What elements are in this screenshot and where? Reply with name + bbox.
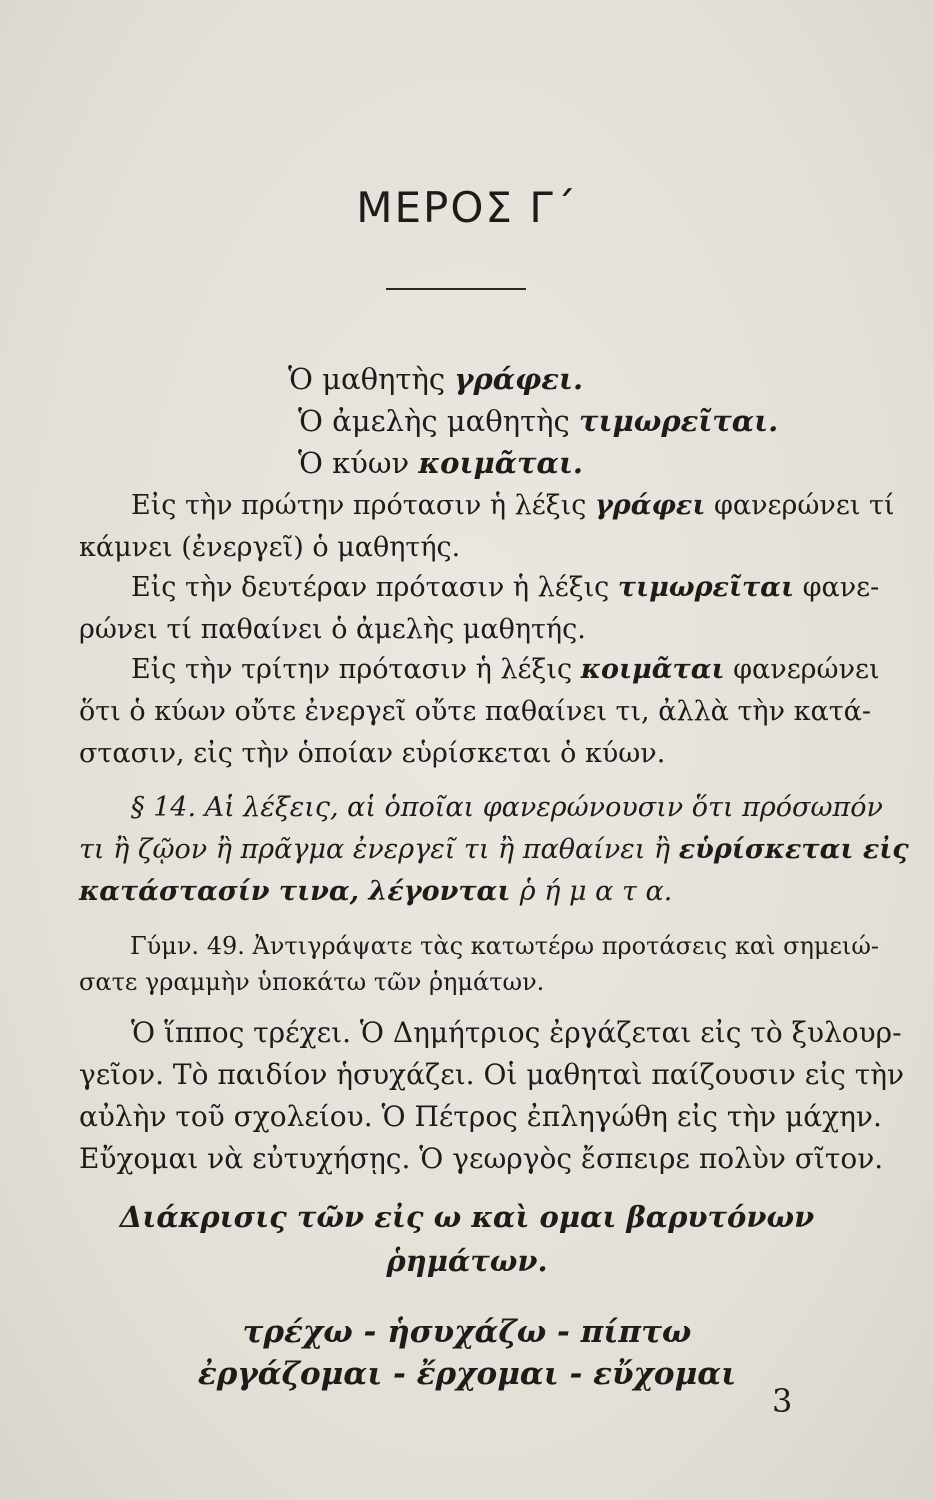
example-sentence-1 (288, 362, 583, 396)
rule-14-line-2 (79, 834, 909, 865)
sentence-line-2: γεῖον. Τὸ παιδίον ἡσυχάζει. Οἱ μαθηταὶ παίζουσιν εἰς τὴν (79, 1058, 905, 1091)
paragraph-3-line-3: στασιν, εἰς τὴν ὁποίαν εὑρίσκεται ὁ κύων. (79, 738, 666, 769)
rule-14-line-1: § 14. Αἱ λέξεις, αἱ ὁποῖαι φανερώνουσιν ὅτι πρόσωπόν (131, 792, 883, 823)
paragraph-3-line-2: ὅτι ὁ κύων οὔτε ἐνεργεῖ οὔτε παθαίνει τι, ἀλλὰ τὴν κατά- (79, 696, 872, 727)
subtitle-line-2: ῥημάτων. (386, 1244, 548, 1278)
paragraph-3-line-1 (131, 654, 880, 685)
exercise-line-1: Γύμν. 49. Ἀντιγράψατε τὰς κατωτέρω προτάσεις καὶ σημειώ- (130, 932, 879, 960)
text-run: τι ἢ ζῷον ἢ πρᾶγμα ἐνεργεῖ τι ἢ παθαίνει ἢ (79, 834, 679, 865)
bold-run: κατάστασίν τινα, λέγονται (79, 876, 520, 907)
verb-group-2: ἐργάζομαι - ἔρχομαι - εὔχομαι (197, 1356, 737, 1392)
text-run: φανερώνει (724, 654, 880, 685)
paragraph-2-line-1 (131, 572, 880, 603)
example-subject: Ὁ μαθητὴς (288, 362, 455, 396)
heading-divider (386, 288, 526, 290)
section-heading: ΜΕΡΟΣ Γ΄ (356, 183, 578, 232)
verb-highlight: τιμωρεῖται (617, 572, 795, 603)
example-verb: κοιμᾶται. (418, 446, 584, 480)
sentence-line-3: αὐλὴν τοῦ σχολείου. Ὁ Πέτρος ἐπληγώθη εἰς τὴν μάχην. (79, 1100, 882, 1133)
subtitle-line-1: Διάκρισις τῶν εἰς ω καὶ ομαι βαρυτόνων (119, 1200, 815, 1234)
text-run: φανερώνει τί (705, 490, 895, 521)
verb-group-1: τρέχω - ἡσυχάζω - πίπτω (242, 1314, 692, 1350)
paragraph-1-line-1 (131, 490, 895, 521)
text-run: Εἰς τὴν τρίτην πρότασιν ἡ λέξις (131, 654, 581, 685)
page-number: 3 (772, 1382, 793, 1420)
example-verb: γράφει. (454, 362, 584, 396)
example-sentence-2 (298, 404, 778, 438)
rule-14-line-3 (79, 876, 672, 907)
example-sentence-3 (298, 446, 583, 480)
paragraph-2-line-2: ρώνει τί παθαίνει ὁ ἀμελὴς μαθητής. (79, 614, 586, 645)
text-run: Εἰς τὴν πρώτην πρότασιν ἡ λέξις (131, 490, 595, 521)
exercise-line-2: σατε γραμμὴν ὑποκάτω τῶν ῥημάτων. (79, 968, 545, 996)
example-subject: Ὁ ἀμελὴς μαθητὴς (298, 404, 579, 438)
sentence-line-4: Εὔχομαι νὰ εὐτυχήσῃς. Ὁ γεωργὸς ἔσπειρε πολὺν σῖτον. (79, 1142, 884, 1175)
verb-highlight: κοιμᾶται (580, 654, 725, 685)
sentence-line-1: Ὁ ἵππος τρέχει. Ὁ Δημήτριος ἐργάζεται εἰς τὸ ξυλουρ- (131, 1016, 902, 1049)
example-subject: Ὁ κύων (298, 446, 419, 480)
text-run: φανε- (794, 572, 880, 603)
example-verb: τιμωρεῖται. (578, 404, 779, 438)
text-run: Εἰς τὴν δευτέραν πρότασιν ἡ λέξις (131, 572, 618, 603)
paragraph-1-line-2: κάμνει (ἐνεργεῖ) ὁ μαθητής. (79, 532, 461, 563)
bold-run: εὑρίσκεται εἰς (678, 834, 909, 865)
verb-highlight: γράφει (594, 490, 706, 521)
spaced-term: ῥ ή μ α τ α. (519, 876, 673, 907)
